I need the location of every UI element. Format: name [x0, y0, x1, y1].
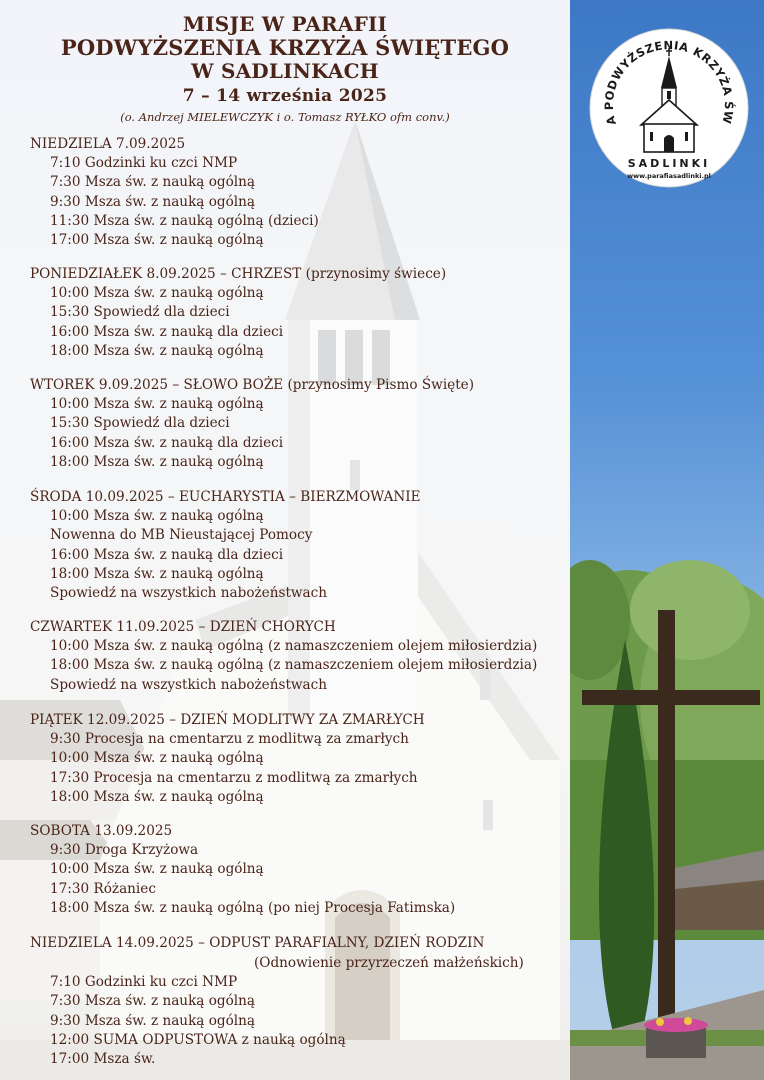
church-icon	[589, 28, 749, 188]
logo-ring-text: A PODWYŻSZENIA KRZYŻA ŚW	[601, 38, 737, 127]
day-heading: PONIEDZIAŁEK 8.09.2025 – CHRZEST (przynosimy świece)	[30, 266, 447, 282]
schedule-entry: 15:30 Spowiedź dla dzieci	[50, 415, 230, 432]
schedule-entry: 16:00 Msza św. z nauką dla dzieci	[50, 434, 284, 451]
priests-line: (o. Andrzej MIELEWCZYK i o. Tomasz RYŁKO ofm conv.)	[120, 110, 450, 124]
schedule-entry: Spowiedź na wszystkich nabożeństwach	[50, 676, 328, 693]
schedule-entry: 16:00 Msza św. z nauką dla dzieci	[50, 323, 284, 340]
schedule-entry: 10:00 Msza św. z nauką ogólną (z namaszczeniem olejem miłosierdzia)	[50, 638, 538, 654]
schedule-entry: 9:30 Procesja na cmentarzu z modlitwą za zmarłych	[50, 731, 409, 747]
title-line-2: PODWYŻSZENIA KRZYŻA ŚWIĘTEGO	[60, 35, 510, 60]
day-heading: NIEDZIELA 14.09.2025 – ODPUST PARAFIALNY, DZIEŃ RODZIN	[30, 935, 485, 951]
day-heading: SOBOTA 13.09.2025	[30, 823, 173, 839]
schedule-entry: 10:00 Msza św. z nauką ogólną	[50, 508, 264, 524]
schedule-entry: 18:00 Msza św. z nauką ogólną (po niej Procesja Fatimska)	[50, 899, 456, 916]
schedule-entry: 7:30 Msza św. z nauką ogólną	[50, 993, 256, 1010]
schedule-entry: 10:00 Msza św. z nauką ogólną	[50, 396, 264, 412]
schedule-entry: 12:00 SUMA ODPUSTOWA z nauką ogólną	[50, 1031, 346, 1048]
day-block	[30, 933, 560, 1069]
title-line-3: W SADLINKACH	[191, 59, 379, 83]
schedule-entry: 10:00 Msza św. z nauką ogólną	[50, 861, 264, 878]
schedule-entry: 18:00 Msza św. z nauką ogólną	[50, 788, 264, 805]
day-heading: ŚRODA 10.09.2025 – EUCHARYSTIA – BIERZMOWANIE	[30, 489, 421, 505]
mission-dates: 7 – 14 września 2025	[182, 86, 388, 106]
day-subheading: (Odnowienie przyrzeczeń małżeńskich)	[254, 955, 524, 971]
title-line-1: MISJE W PARAFII	[182, 12, 388, 36]
day-block	[30, 710, 560, 807]
schedule-entry: 17:30 Procesja na cmentarzu z modlitwą za zmarłych	[50, 769, 418, 786]
logo-town: SADLINKI	[627, 157, 711, 170]
schedule-entry: 7:10 Godzinki ku czci NMP	[50, 974, 238, 990]
schedule-entry: 10:00 Msza św. z nauką ogólną	[50, 750, 264, 767]
day-block	[30, 375, 560, 472]
schedule-entry: 17:00 Msza św. z nauką ogólną	[50, 232, 264, 249]
schedule-entry: 10:00 Msza św. z nauką ogólną	[50, 285, 264, 301]
schedule-entry: 9:30 Droga Krzyżowa	[50, 842, 199, 858]
schedule-entry: 7:30 Msza św. z nauką ogólną	[50, 174, 256, 191]
schedule-entry: 18:00 Msza św. z nauką ogólną	[50, 342, 264, 359]
day-heading: CZWARTEK 11.09.2025 – DZIEŃ CHORYCH	[30, 619, 336, 635]
schedule-entry: Nowenna do MB Nieustającej Pomocy	[50, 527, 313, 544]
schedule-entry: 17:30 Różaniec	[50, 880, 156, 897]
parish-logo	[589, 28, 749, 188]
day-heading: NIEDZIELA 7.09.2025	[30, 136, 186, 152]
day-heading: WTOREK 9.09.2025 – SŁOWO BOŻE (przynosimy Pismo Święte)	[30, 377, 475, 393]
schedule-entry: Spowiedź na wszystkich nabożeństwach	[50, 585, 328, 602]
schedule-entry: 15:30 Spowiedź dla dzieci	[50, 304, 230, 321]
schedule-entry: 11:30 Msza św. z nauką ogólną (dzieci)	[50, 212, 319, 229]
schedule-entry: 16:00 Msza św. z nauką dla dzieci	[50, 546, 284, 563]
schedule-entry: 9:30 Msza św. z nauką ogólną	[50, 193, 256, 210]
day-block	[30, 487, 560, 603]
day-block	[30, 617, 560, 695]
day-block	[30, 134, 560, 250]
day-block	[30, 821, 560, 918]
day-heading: PIĄTEK 12.09.2025 – DZIEŃ MODLITWY ZA ZMARŁYCH	[30, 712, 425, 728]
schedule-entry: 18:00 Msza św. z nauką ogólną (z namaszczeniem olejem miłosierdzia)	[50, 657, 538, 674]
schedule-entry: 9:30 Msza św. z nauką ogólną	[50, 1012, 256, 1029]
day-block	[30, 264, 560, 361]
schedule-entry: 17:00 Msza św.	[50, 1051, 156, 1068]
logo-url: www.parafiasadlinki.pl	[627, 172, 711, 180]
schedule-entry: 18:00 Msza św. z nauką ogólną	[50, 565, 264, 582]
schedule-entry: 7:10 Godzinki ku czci NMP	[50, 155, 238, 171]
schedule-entry: 18:00 Msza św. z nauką ogólną	[50, 453, 264, 470]
